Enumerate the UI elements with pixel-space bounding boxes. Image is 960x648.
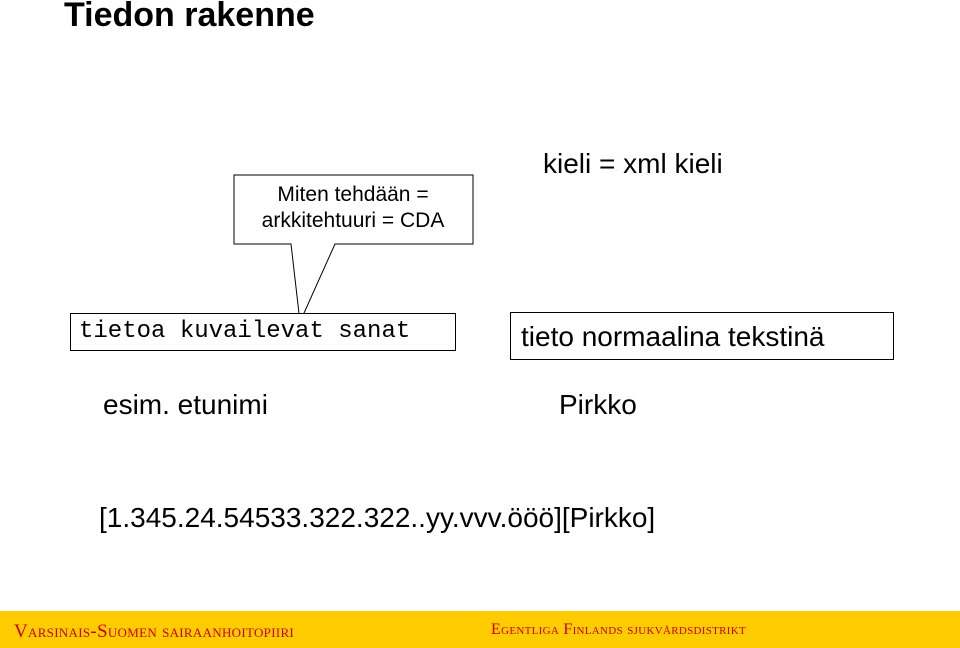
callout-line-1: Miten tehdään = bbox=[277, 183, 429, 206]
descriptor-box: tietoa kuvailevat sanat bbox=[70, 313, 456, 351]
footer-left-text: Varsinais-Suomen sairaanhoitopiiri bbox=[14, 621, 295, 642]
example-value: Pirkko bbox=[559, 389, 637, 420]
footer-bar bbox=[0, 611, 960, 648]
content-box: tieto normaalina tekstinä bbox=[510, 312, 894, 360]
footer-right-text: Egentliga Finlands sjukvårdsdistrikt bbox=[491, 621, 747, 638]
slide-title: Tiedon rakenne bbox=[64, 0, 315, 34]
oid-example: [1.345.24.54533.322.322..yy.vvv.ööö][Pirkko] bbox=[99, 502, 656, 533]
language-label: kieli = xml kieli bbox=[543, 148, 723, 179]
callout-text bbox=[234, 182, 472, 234]
callout-line-2: arkkitehtuuri = CDA bbox=[261, 209, 445, 232]
example-label: esim. etunimi bbox=[103, 389, 268, 420]
